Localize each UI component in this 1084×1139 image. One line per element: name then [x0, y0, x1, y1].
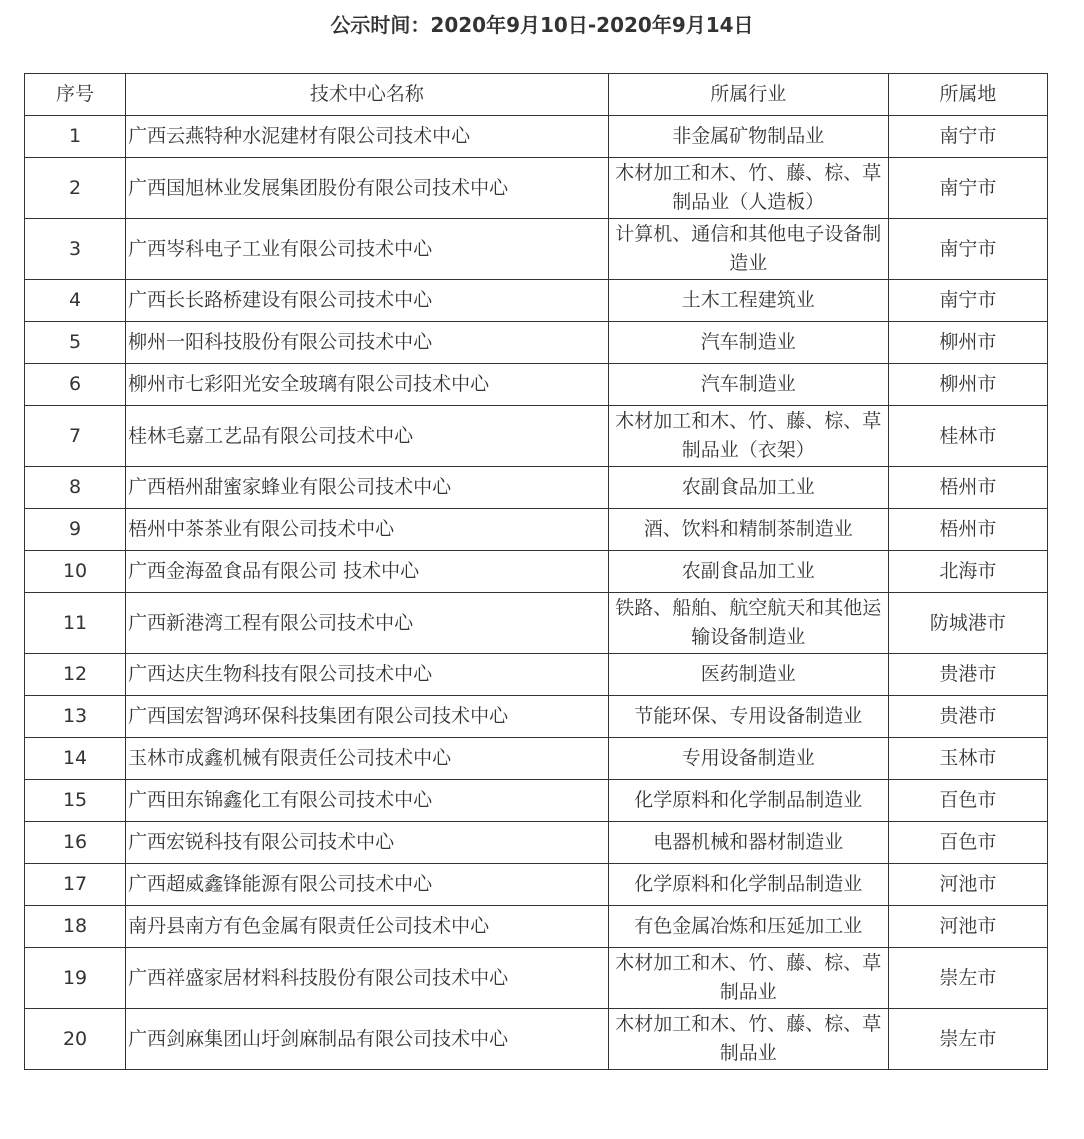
cell-center-name: 广西梧州甜蜜家蜂业有限公司技术中心 — [126, 467, 608, 509]
table-row — [25, 738, 1048, 780]
table-row — [25, 280, 1048, 322]
table-row — [25, 551, 1048, 593]
cell-location: 梧州市 — [888, 509, 1047, 551]
cell-center-name: 广西超威鑫锋能源有限公司技术中心 — [126, 864, 608, 906]
cell-location: 南宁市 — [888, 158, 1047, 219]
cell-center-name: 广西达庆生物科技有限公司技术中心 — [126, 654, 608, 696]
cell-serial-number: 3 — [25, 219, 126, 280]
cell-location: 北海市 — [888, 551, 1047, 593]
table-row — [25, 158, 1048, 219]
cell-serial-number: 8 — [25, 467, 126, 509]
cell-center-name: 柳州一阳科技股份有限公司技术中心 — [126, 322, 608, 364]
cell-center-name: 广西祥盛家居材料科技股份有限公司技术中心 — [126, 948, 608, 1009]
cell-serial-number: 19 — [25, 948, 126, 1009]
cell-serial-number: 10 — [25, 551, 126, 593]
header-location: 所属地 — [888, 74, 1047, 116]
cell-serial-number: 20 — [25, 1009, 126, 1070]
header-center-name: 技术中心名称 — [126, 74, 608, 116]
cell-serial-number: 18 — [25, 906, 126, 948]
cell-industry: 非金属矿物制品业 — [608, 116, 888, 158]
cell-serial-number: 12 — [25, 654, 126, 696]
cell-location: 百色市 — [888, 822, 1047, 864]
cell-location: 崇左市 — [888, 948, 1047, 1009]
cell-serial-number: 5 — [25, 322, 126, 364]
cell-serial-number: 7 — [25, 406, 126, 467]
table-row — [25, 948, 1048, 1009]
cell-center-name: 广西田东锦鑫化工有限公司技术中心 — [126, 780, 608, 822]
cell-location: 南宁市 — [888, 219, 1047, 280]
cell-industry: 土木工程建筑业 — [608, 280, 888, 322]
cell-industry: 铁路、船舶、航空航天和其他运输设备制造业 — [608, 593, 888, 654]
cell-industry: 酒、饮料和精制茶制造业 — [608, 509, 888, 551]
cell-location: 河池市 — [888, 864, 1047, 906]
cell-industry: 木材加工和木、竹、藤、棕、草制品业（衣架） — [608, 406, 888, 467]
table-row — [25, 696, 1048, 738]
cell-industry: 汽车制造业 — [608, 322, 888, 364]
cell-serial-number: 9 — [25, 509, 126, 551]
cell-serial-number: 17 — [25, 864, 126, 906]
cell-serial-number: 13 — [25, 696, 126, 738]
table-row — [25, 822, 1048, 864]
cell-industry: 农副食品加工业 — [608, 551, 888, 593]
cell-center-name: 玉林市成鑫机械有限责任公司技术中心 — [126, 738, 608, 780]
table-row — [25, 467, 1048, 509]
cell-industry: 节能环保、专用设备制造业 — [608, 696, 888, 738]
cell-center-name: 南丹县南方有色金属有限责任公司技术中心 — [126, 906, 608, 948]
cell-center-name: 广西国宏智鸿环保科技集团有限公司技术中心 — [126, 696, 608, 738]
cell-location: 柳州市 — [888, 364, 1047, 406]
table-row — [25, 219, 1048, 280]
table-body — [25, 116, 1048, 1070]
cell-industry: 化学原料和化学制品制造业 — [608, 864, 888, 906]
table-row — [25, 780, 1048, 822]
cell-location: 南宁市 — [888, 116, 1047, 158]
cell-industry: 计算机、通信和其他电子设备制造业 — [608, 219, 888, 280]
table-row — [25, 406, 1048, 467]
cell-location: 河池市 — [888, 906, 1047, 948]
table-row — [25, 1009, 1048, 1070]
cell-serial-number: 4 — [25, 280, 126, 322]
cell-industry: 化学原料和化学制品制造业 — [608, 780, 888, 822]
cell-serial-number: 11 — [25, 593, 126, 654]
table-row — [25, 906, 1048, 948]
table-header-row — [25, 74, 1048, 116]
cell-center-name: 广西宏锐科技有限公司技术中心 — [126, 822, 608, 864]
table-row — [25, 654, 1048, 696]
cell-location: 玉林市 — [888, 738, 1047, 780]
cell-center-name: 广西剑麻集团山圩剑麻制品有限公司技术中心 — [126, 1009, 608, 1070]
cell-serial-number: 15 — [25, 780, 126, 822]
cell-industry: 有色金属冶炼和压延加工业 — [608, 906, 888, 948]
table-row — [25, 593, 1048, 654]
cell-center-name: 广西新港湾工程有限公司技术中心 — [126, 593, 608, 654]
cell-center-name: 广西国旭林业发展集团股份有限公司技术中心 — [126, 158, 608, 219]
table-row — [25, 116, 1048, 158]
cell-center-name: 桂林毛嘉工艺品有限公司技术中心 — [126, 406, 608, 467]
header-industry: 所属行业 — [608, 74, 888, 116]
cell-location: 崇左市 — [888, 1009, 1047, 1070]
cell-serial-number: 14 — [25, 738, 126, 780]
cell-location: 防城港市 — [888, 593, 1047, 654]
cell-location: 贵港市 — [888, 654, 1047, 696]
cell-center-name: 广西金海盈食品有限公司 技术中心 — [126, 551, 608, 593]
cell-industry: 木材加工和木、竹、藤、棕、草制品业 — [608, 1009, 888, 1070]
cell-center-name: 广西云燕特种水泥建材有限公司技术中心 — [126, 116, 608, 158]
header-serial-number: 序号 — [25, 74, 126, 116]
cell-industry: 木材加工和木、竹、藤、棕、草制品业 — [608, 948, 888, 1009]
page-title: 公示时间：2020年9月10日-2020年9月14日 — [330, 13, 754, 37]
cell-industry: 木材加工和木、竹、藤、棕、草制品业（人造板） — [608, 158, 888, 219]
table-row — [25, 322, 1048, 364]
cell-serial-number: 6 — [25, 364, 126, 406]
cell-industry: 电器机械和器材制造业 — [608, 822, 888, 864]
cell-center-name: 柳州市七彩阳光安全玻璃有限公司技术中心 — [126, 364, 608, 406]
cell-location: 桂林市 — [888, 406, 1047, 467]
tech-center-table — [24, 73, 1048, 1070]
cell-location: 百色市 — [888, 780, 1047, 822]
cell-serial-number: 1 — [25, 116, 126, 158]
cell-center-name: 广西岑科电子工业有限公司技术中心 — [126, 219, 608, 280]
cell-serial-number: 2 — [25, 158, 126, 219]
table-row — [25, 509, 1048, 551]
cell-location: 柳州市 — [888, 322, 1047, 364]
cell-location: 梧州市 — [888, 467, 1047, 509]
cell-center-name: 梧州中茶茶业有限公司技术中心 — [126, 509, 608, 551]
cell-industry: 专用设备制造业 — [608, 738, 888, 780]
cell-location: 贵港市 — [888, 696, 1047, 738]
cell-serial-number: 16 — [25, 822, 126, 864]
cell-industry: 医药制造业 — [608, 654, 888, 696]
table-row — [25, 364, 1048, 406]
cell-industry: 汽车制造业 — [608, 364, 888, 406]
cell-center-name: 广西长长路桥建设有限公司技术中心 — [126, 280, 608, 322]
cell-industry: 农副食品加工业 — [608, 467, 888, 509]
cell-location: 南宁市 — [888, 280, 1047, 322]
table-row — [25, 864, 1048, 906]
